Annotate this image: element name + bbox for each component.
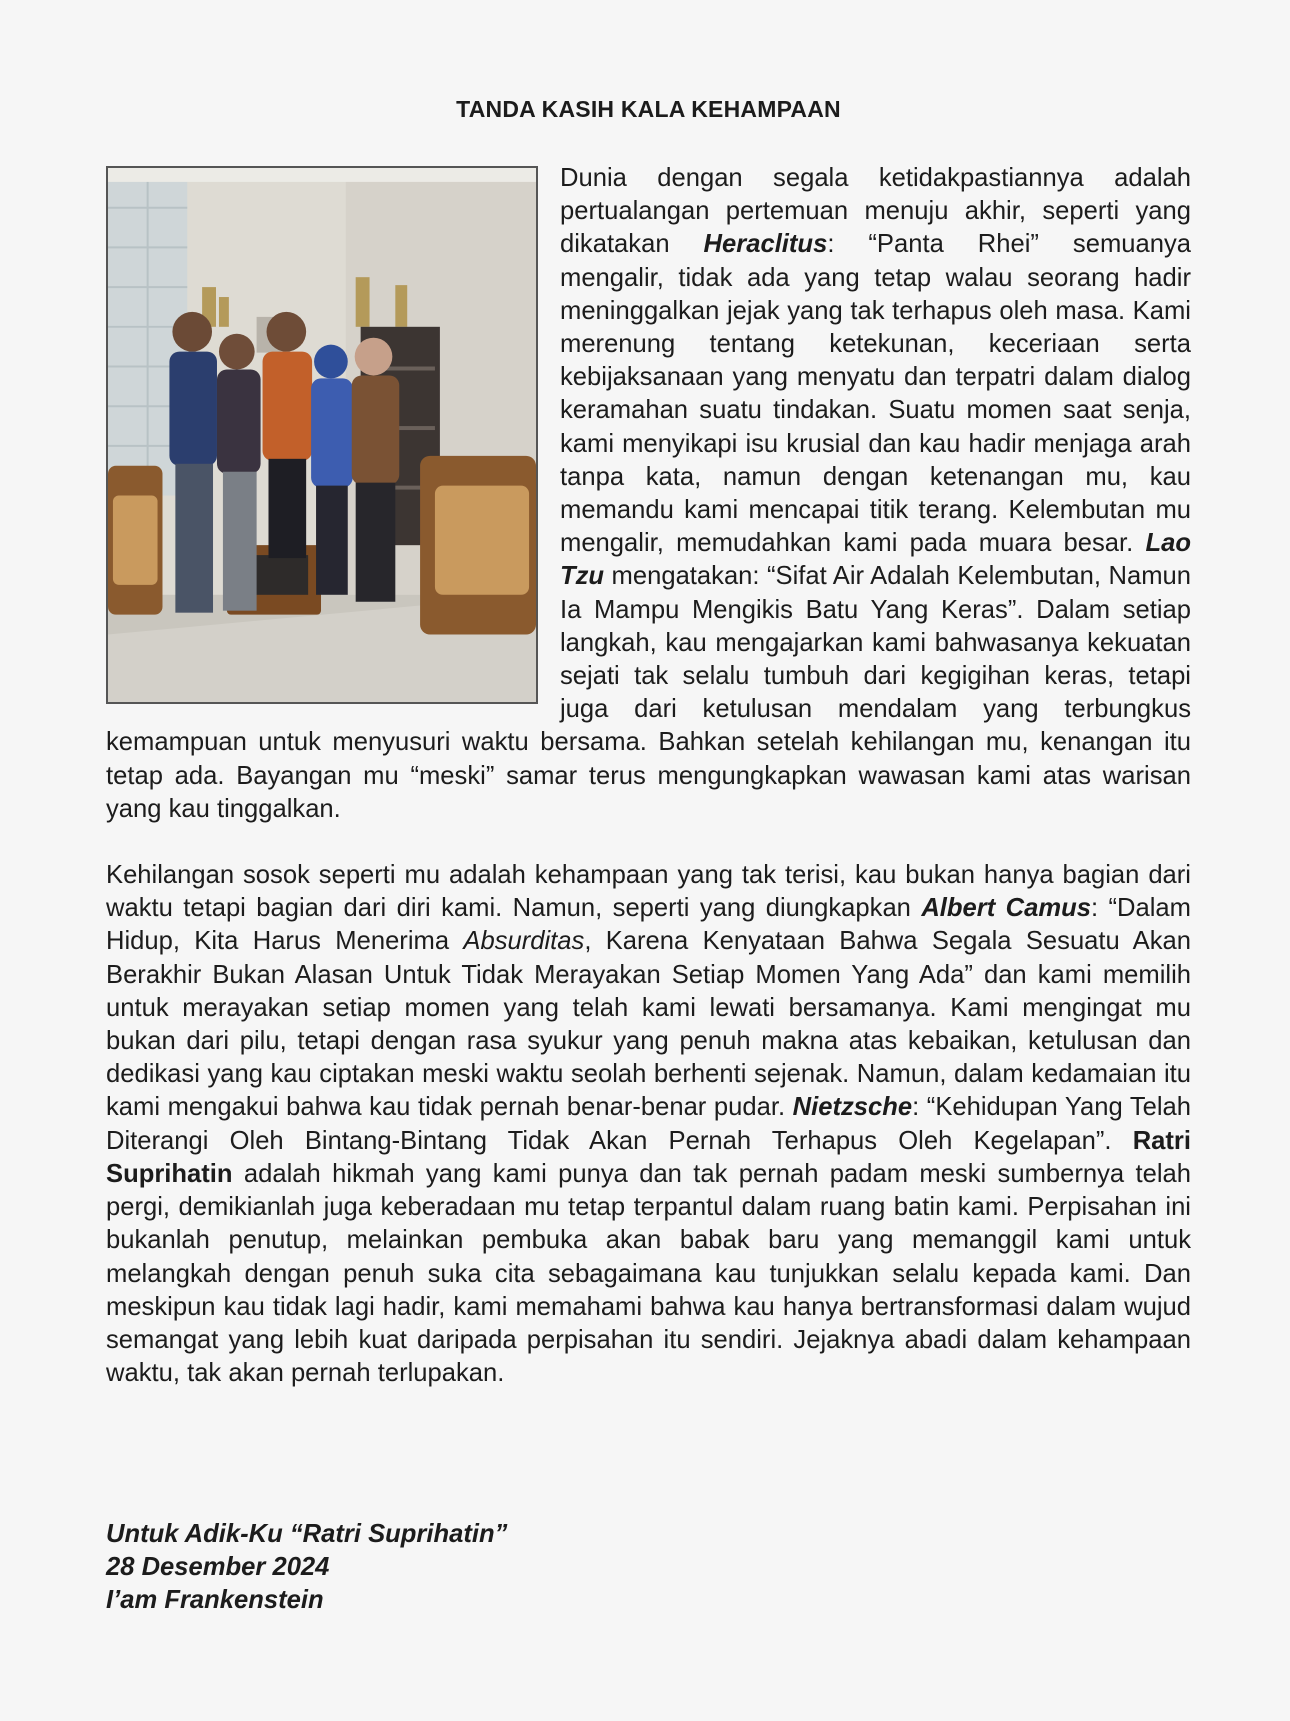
document-title: TANDA KASIH KALA KEHAMPAAN bbox=[456, 96, 841, 122]
document-body bbox=[106, 162, 1191, 1390]
quote-author: Heraclitus bbox=[703, 230, 828, 259]
text-run: mengatakan: “Sifat Air Adalah Kelembutan, Namun Ia Mampu Mengikis Batu Yang Keras”. Dalam setiap langkah, kau mengajarkan kami bahwasanya kekuatan sejati tak selalu tumbuh dari kegigihan keras, tetapi juga dari ketulusan mendalam yang terbungkus kemampuan untuk menyusuri waktu bersama. Bahkan setelah kehilangan mu, kenangan itu tetap ada. Bayangan mu “meski” samar terus mengungkapkan wawasan kami atas warisan yang kau tinggalkan. bbox=[106, 562, 1191, 823]
italic-term: Absurditas bbox=[463, 927, 585, 956]
signature-dedication: Untuk Adik-Ku “Ratri Suprihatin” bbox=[106, 1520, 508, 1548]
text-run: : “Kehidupan Yang Telah Diterangi Oleh Bintang-Bintang Tidak Akan Pernah Terhapus Oleh Kegelapan”. bbox=[106, 1093, 1192, 1155]
text-run: Dunia dengan segala ketidakpastiannya adalah pertualangan pertemuan menuju akhir, seperti yang dikatakan bbox=[560, 164, 1191, 259]
text-run: : “Panta Rhei” semuanya mengalir, tidak ada yang tetap walau seorang hadir meninggalkan jejak yang tak terhapus oleh masa. Kami merenung tentang ketekunan, keceriaan serta kebijaksanaan yang menyatu dan terpatri dalam dialog keramahan suatu tindakan. Suatu momen saat senja, kami menyikapi isu krusial dan kau hadir menjaga arah tanpa kata, namun dengan ketenangan mu, kau memandu kami mencapai titik terang. Kelembutan mu mengalir, memudahkan kami pada muara besar. bbox=[560, 230, 1192, 558]
signature-date: 28 Desember 2024 bbox=[106, 1553, 330, 1581]
quote-author: Albert Camus bbox=[921, 894, 1091, 923]
honoree-name: Ratri Suprihatin bbox=[106, 1126, 1191, 1188]
paragraph-2 bbox=[106, 859, 1191, 1390]
text-run: adalah hikmah yang kami punya dan tak pernah padam meski sumbernya telah pergi, demikianlah juga keberadaan mu tetap terpantul dalam ruang batin kami. Perpisahan ini bukanlah penutup, melainkan pembuka akan babak baru yang memanggil kami untuk melangkah dengan penuh suka cita sebagaimana kau tunjukkan selalu kepada kami. Dan meskipun kau tidak lagi hadir, kami memahami bahwa kau hanya bertransformasi dalam wujud semangat yang lebih kuat daripada perpisahan itu sendiri. Jejaknya abadi dalam kehampaan waktu, tak akan pernah terlupakan. bbox=[106, 1159, 1191, 1388]
group-photo-illustration bbox=[108, 168, 536, 702]
signature-block bbox=[106, 1518, 507, 1617]
text-run: Kehilangan sosok seperti mu adalah kehampaan yang tak terisi, kau bukan hanya bagian dari waktu tetapi bagian dari diri kami. Namun, seperti yang diungkapkan bbox=[106, 861, 1191, 923]
text-run: , Karena Kenyataan Bahwa Segala Sesuatu Akan Berakhir Bukan Alasan Untuk Tidak Merayakan Setiap Momen Yang Ada” dan kami memilih untuk merayakan setiap momen yang telah kami lewati bersamanya. Kami mengingat mu bukan dari pilu, tetapi dengan rasa syukur yang penuh makna atas kebaikan, ketulusan dan dedikasi yang kau ciptakan meski waktu seolah berhenti sejenak. Namun, dalam kedamaian itu kami mengakui bahwa kau tidak pernah benar-benar pudar. bbox=[106, 927, 1191, 1122]
quote-author: Nietzsche bbox=[792, 1093, 913, 1122]
signature-author: I’am Frankenstein bbox=[106, 1586, 324, 1614]
quote-author: Lao Tzu bbox=[560, 529, 1191, 591]
group-photo bbox=[106, 166, 538, 704]
text-run: : “Dalam Hidup, Kita Harus Menerima bbox=[106, 894, 1191, 956]
